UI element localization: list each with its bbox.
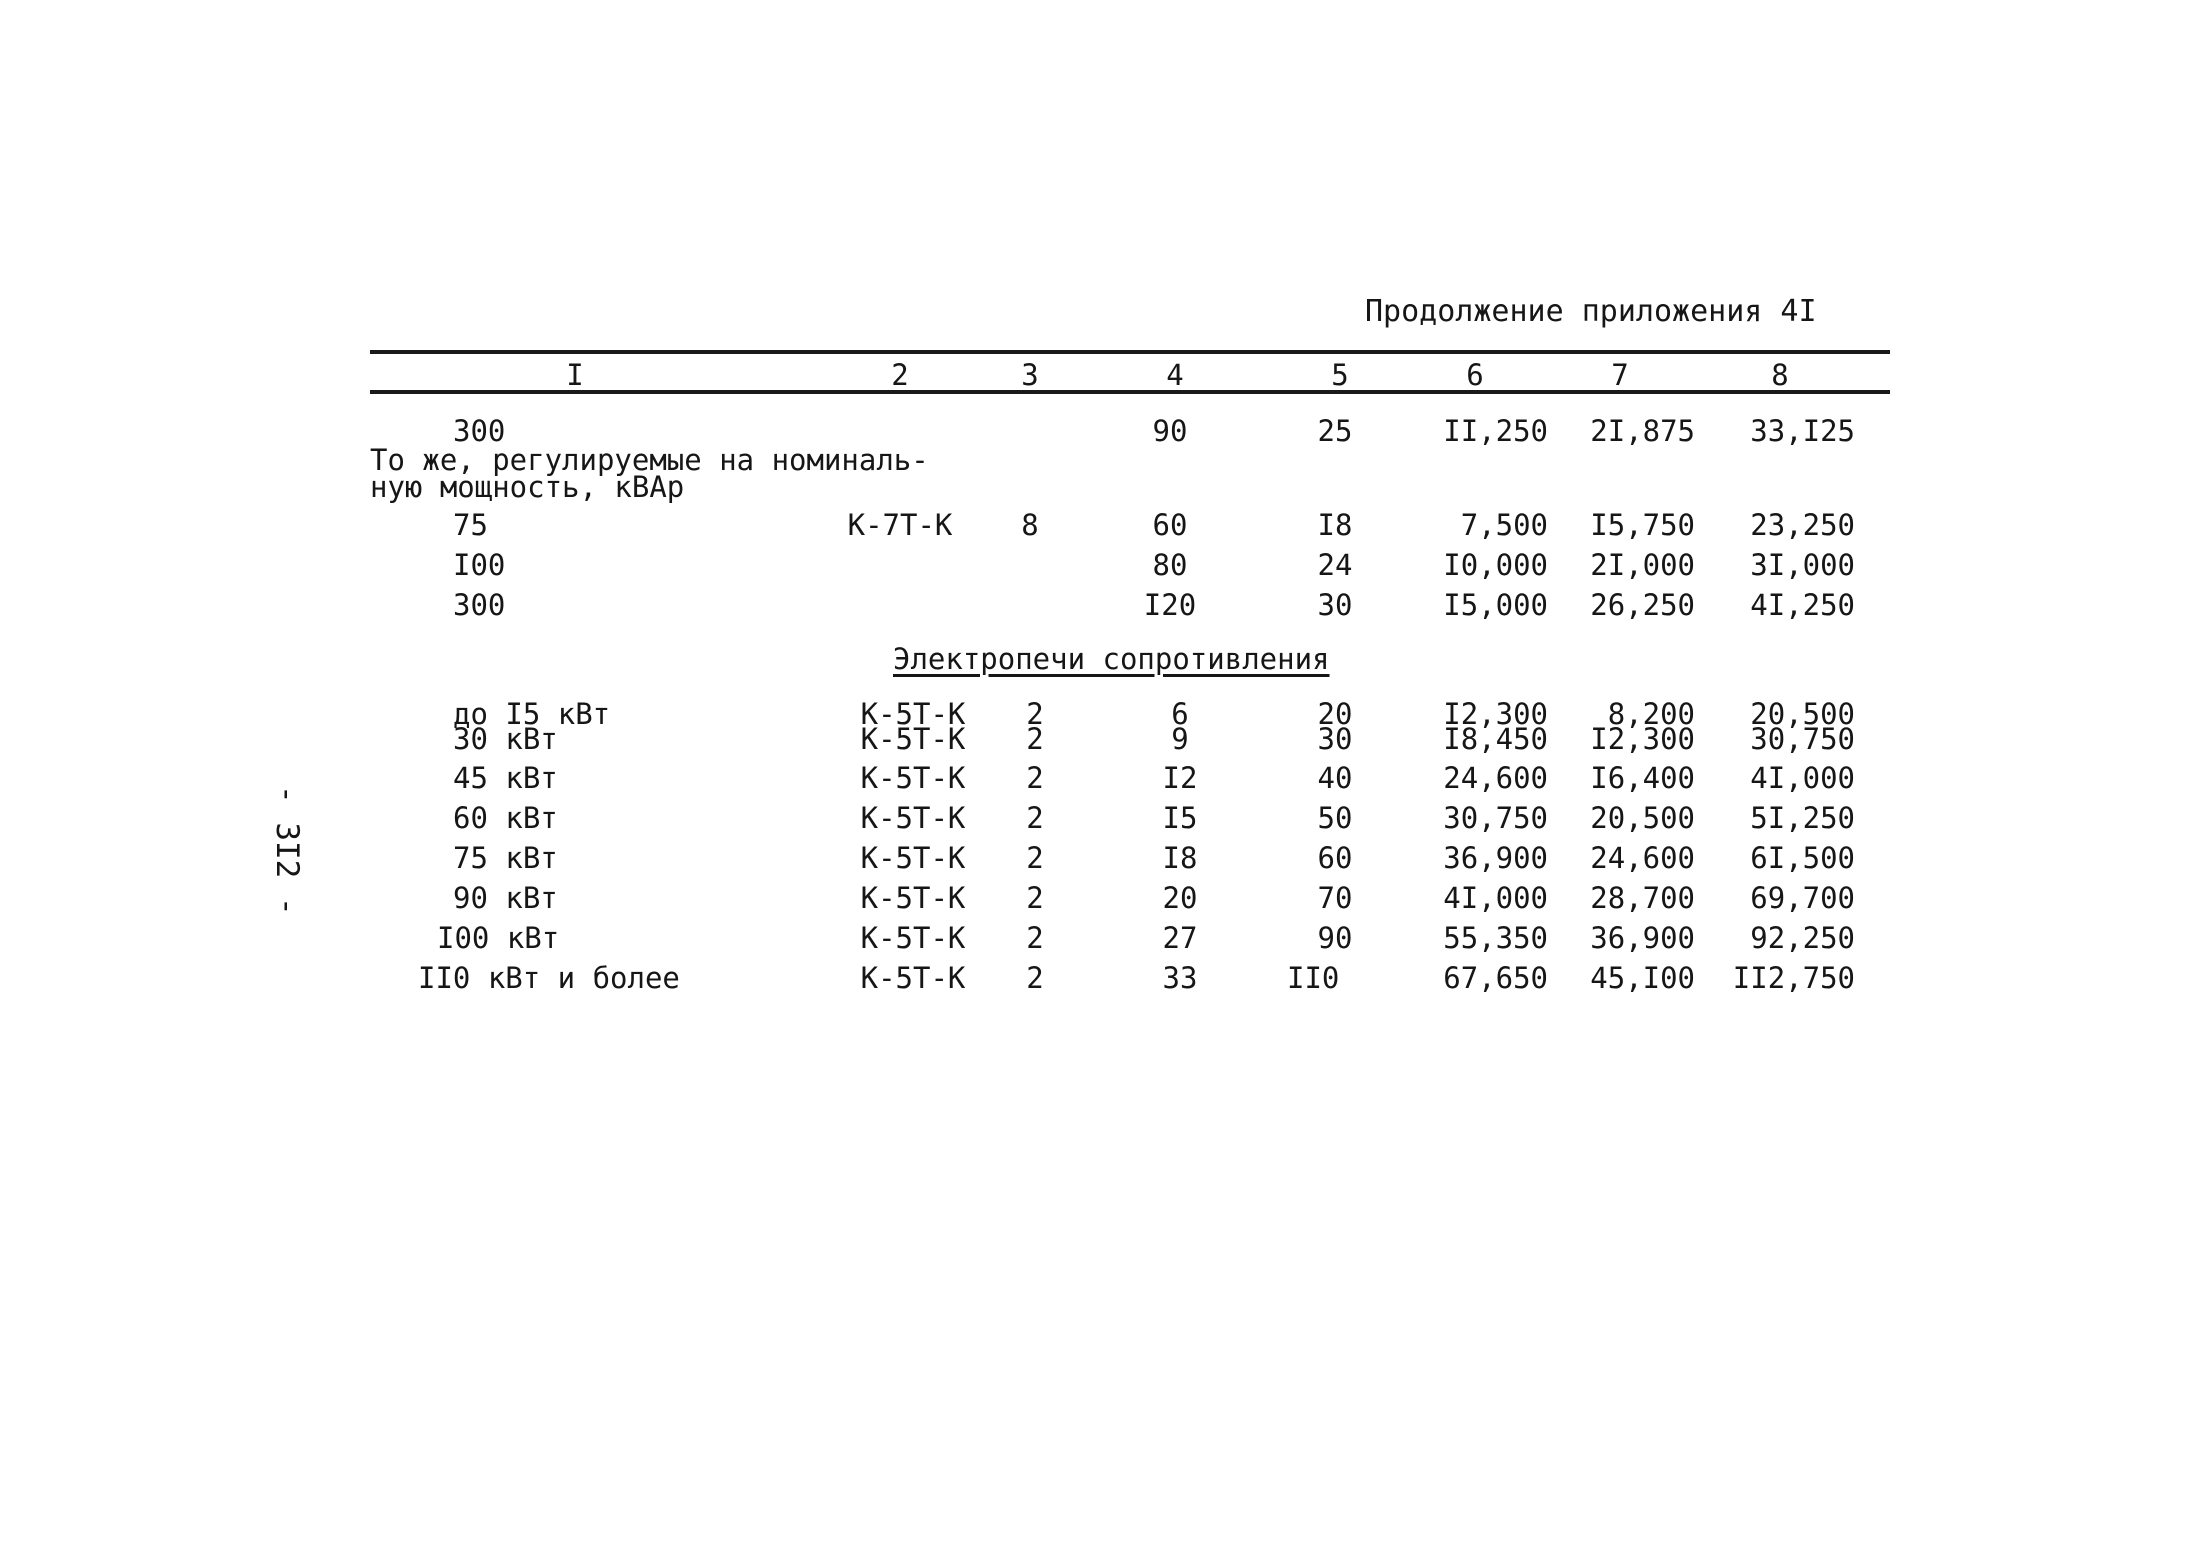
cell-power: 75 кВт bbox=[453, 841, 558, 875]
cell-col4: 60 bbox=[1152, 508, 1188, 542]
cell-col5: 24 bbox=[1317, 548, 1353, 582]
cell-col8: 4I,250 bbox=[1750, 588, 1855, 622]
column-header: 5 bbox=[1331, 358, 1349, 392]
cell-col2: К-5Т-К bbox=[860, 761, 966, 795]
column-header: 8 bbox=[1771, 358, 1789, 392]
cell-col5: 60 bbox=[1317, 841, 1353, 875]
cell-col4: I8 bbox=[1162, 841, 1198, 875]
cell-col8: 6I,500 bbox=[1750, 841, 1855, 875]
cell-col3: 2 bbox=[1026, 841, 1044, 875]
cell-col8: 92,250 bbox=[1750, 921, 1855, 955]
cell-col2: К-7Т-К bbox=[847, 508, 953, 542]
cell-col3: 2 bbox=[1026, 801, 1044, 835]
cell-col5: 90 bbox=[1317, 921, 1353, 955]
column-header: 6 bbox=[1466, 358, 1484, 392]
header-top-rule bbox=[370, 350, 1890, 354]
cell-col4: 33 bbox=[1162, 961, 1198, 995]
cell-power: 75 bbox=[453, 508, 488, 542]
cell-col6: 36,900 bbox=[1443, 841, 1548, 875]
cell-col7: 8,200 bbox=[1607, 697, 1695, 731]
cell-col2: К-5Т-К bbox=[860, 961, 966, 995]
cell-col8: 23,250 bbox=[1750, 508, 1855, 542]
cell-col4: 27 bbox=[1162, 921, 1198, 955]
cell-col3: 8 bbox=[1021, 508, 1039, 542]
column-header: 4 bbox=[1166, 358, 1184, 392]
cell-col6: I2,300 bbox=[1443, 697, 1548, 731]
cell-col6: 7,500 bbox=[1460, 508, 1548, 542]
section-heading: Электропечи сопротивления bbox=[893, 642, 1330, 676]
cell-col7: I5,750 bbox=[1590, 508, 1695, 542]
cell-power: до I5 кВт bbox=[453, 697, 611, 731]
cell-col2: К-5Т-К bbox=[860, 801, 966, 835]
cell-col5: 25 bbox=[1317, 414, 1353, 448]
cell-col7: 45,I00 bbox=[1590, 961, 1695, 995]
cell-col6: 24,600 bbox=[1443, 761, 1548, 795]
cell-col5: 20 bbox=[1317, 697, 1353, 731]
section-subtitle-line2: ную мощность, кВАр bbox=[370, 470, 685, 504]
cell-col7: 24,600 bbox=[1590, 841, 1695, 875]
cell-col4: I2 bbox=[1162, 761, 1198, 795]
cell-col7: I6,400 bbox=[1590, 761, 1695, 795]
cell-col5: 30 bbox=[1317, 722, 1353, 756]
cell-col7: 28,700 bbox=[1590, 881, 1695, 915]
cell-col8: 30,750 bbox=[1750, 722, 1855, 756]
cell-power: 300 bbox=[453, 588, 506, 622]
cell-col5: 70 bbox=[1317, 881, 1353, 915]
cell-col4: 6 bbox=[1171, 697, 1189, 731]
cell-power: II0 кВт и более bbox=[418, 961, 680, 995]
cell-col4: I20 bbox=[1143, 588, 1197, 622]
cell-power: I00 bbox=[453, 548, 506, 582]
cell-col6: I5,000 bbox=[1443, 588, 1548, 622]
cell-col3: 2 bbox=[1026, 697, 1044, 731]
cell-col6: 67,650 bbox=[1443, 961, 1548, 995]
cell-power: 300 bbox=[453, 414, 506, 448]
cell-power: I00 кВт bbox=[437, 921, 560, 955]
cell-col6: I0,000 bbox=[1443, 548, 1548, 582]
column-header: 7 bbox=[1611, 358, 1629, 392]
cell-col4: 9 bbox=[1171, 722, 1189, 756]
cell-col6: 30,750 bbox=[1443, 801, 1548, 835]
cell-col4: 20 bbox=[1162, 881, 1198, 915]
cell-col5: 40 bbox=[1317, 761, 1353, 795]
continuation-title: Продолжение приложения 4I bbox=[1365, 294, 1817, 329]
cell-col8: 4I,000 bbox=[1750, 761, 1855, 795]
cell-col5: I8 bbox=[1317, 508, 1353, 542]
cell-col5: II0 bbox=[1287, 961, 1340, 995]
cell-col8: 3I,000 bbox=[1750, 548, 1855, 582]
cell-col7: 36,900 bbox=[1590, 921, 1695, 955]
cell-col4: I5 bbox=[1162, 801, 1198, 835]
column-header: 3 bbox=[1021, 358, 1039, 392]
cell-col3: 2 bbox=[1026, 722, 1044, 756]
cell-col5: 50 bbox=[1317, 801, 1353, 835]
cell-col7: 2I,000 bbox=[1590, 548, 1695, 582]
cell-power: 60 кВт bbox=[453, 801, 558, 835]
cell-col7: 2I,875 bbox=[1590, 414, 1695, 448]
cell-power: 30 кВт bbox=[453, 722, 558, 756]
cell-col2: К-5Т-К bbox=[860, 697, 966, 731]
column-header: 2 bbox=[891, 358, 909, 392]
cell-col3: 2 bbox=[1026, 761, 1044, 795]
cell-col8: 69,700 bbox=[1750, 881, 1855, 915]
cell-col6: 55,350 bbox=[1443, 921, 1548, 955]
cell-col2: К-5Т-К bbox=[860, 921, 966, 955]
cell-col7: I2,300 bbox=[1590, 722, 1695, 756]
cell-col3: 2 bbox=[1026, 921, 1044, 955]
cell-col7: 20,500 bbox=[1590, 801, 1695, 835]
cell-col8: 5I,250 bbox=[1750, 801, 1855, 835]
cell-power: 90 кВт bbox=[453, 881, 558, 915]
cell-col8: 33,I25 bbox=[1750, 414, 1855, 448]
cell-col3: 2 bbox=[1026, 961, 1044, 995]
section-subtitle-line1: То же, регулируемые на номиналь- bbox=[370, 443, 929, 477]
page-number: - 3I2 - bbox=[269, 785, 305, 916]
cell-col2: К-5Т-К bbox=[860, 841, 966, 875]
cell-col4: 80 bbox=[1152, 548, 1188, 582]
cell-power: 45 кВт bbox=[453, 761, 558, 795]
cell-col3: 2 bbox=[1026, 881, 1044, 915]
cell-col6: I8,450 bbox=[1443, 722, 1548, 756]
cell-col8: II2,750 bbox=[1732, 961, 1855, 995]
cell-col7: 26,250 bbox=[1590, 588, 1695, 622]
cell-col8: 20,500 bbox=[1750, 697, 1855, 731]
cell-col2: К-5Т-К bbox=[860, 722, 966, 756]
cell-col4: 90 bbox=[1152, 414, 1188, 448]
cell-col6: II,250 bbox=[1443, 414, 1548, 448]
column-header: I bbox=[566, 358, 584, 392]
cell-col5: 30 bbox=[1317, 588, 1353, 622]
cell-col2: К-5Т-К bbox=[860, 881, 966, 915]
cell-col6: 4I,000 bbox=[1443, 881, 1548, 915]
